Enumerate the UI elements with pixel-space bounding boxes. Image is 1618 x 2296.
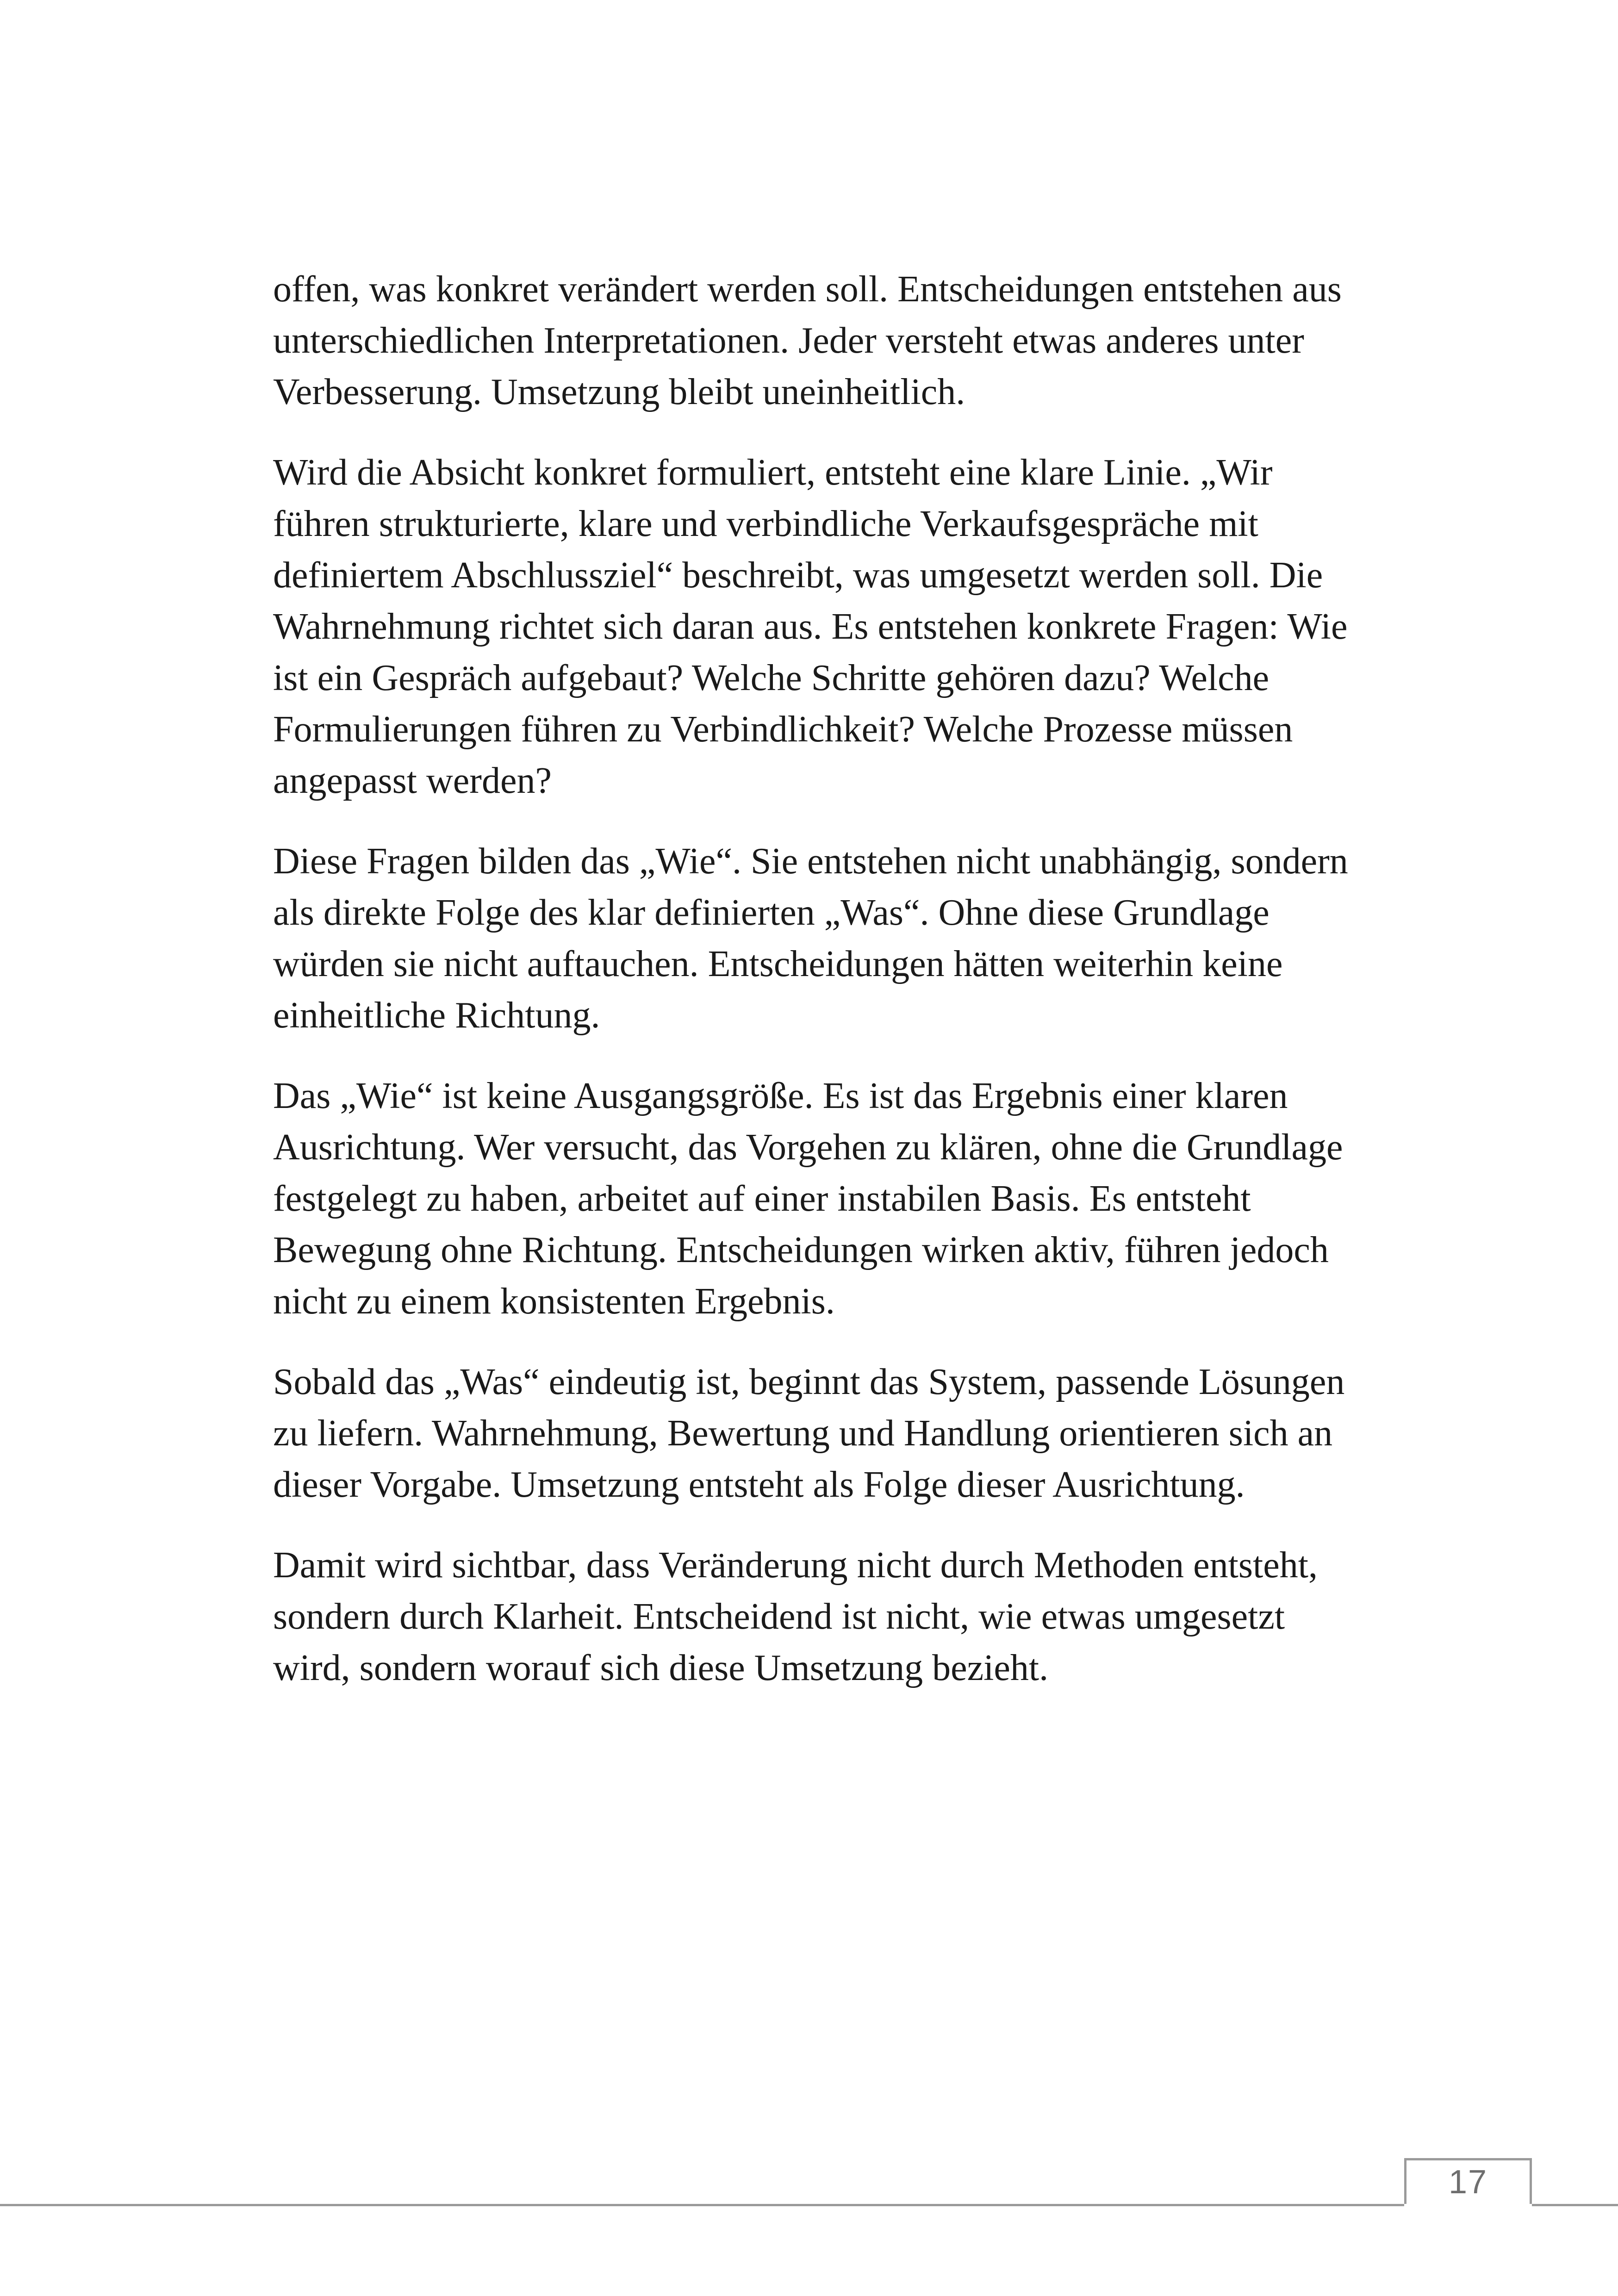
paragraph: Sobald das „Was“ eindeutig ist, beginnt das System, passende Lösungen zu liefern. Wahrnehmung, Bewertung und Handlung orientieren sich an dieser Vorgabe. Umsetzung entsteht als Folge dieser Ausrichtung. — [273, 1362, 1345, 1505]
paragraph: offen, was konkret verändert werden soll. Entscheidungen entstehen aus unterschiedlichen Interpretationen. Jeder versteht etwas anderes unter Verbesserung. Umsetzung bleibt uneinheitlich. — [273, 269, 1342, 412]
footer-rule-right — [1532, 2204, 1618, 2206]
paragraph: Damit wird sichtbar, dass Veränderung nicht durch Methoden entsteht, sondern durch Klarheit. Entscheidend ist nicht, wie etwas umgesetzt wird, sondern worauf sich diese Umsetzung bezieht. — [273, 1545, 1318, 1688]
footer-rule-left — [0, 2204, 1404, 2206]
page-number: 17 — [1448, 2164, 1488, 2201]
body-text — [273, 264, 1356, 1723]
page-number-box — [1404, 2158, 1532, 2204]
paragraph: Wird die Absicht konkret formuliert, entsteht eine klare Linie. „Wir führen strukturierte, klare und verbindliche Verkaufsgespräche mit definiertem Abschlussziel“ beschreibt, was umgesetzt werden soll. Die Wahrnehmung richtet sich daran aus. Es entstehen konkrete Fragen: Wie ist ein Gespräch aufgebaut? Welche Schritte gehören dazu? Welche Formulierungen führen zu Verbindlichkeit? Welche Prozesse müssen angepasst werden? — [273, 452, 1348, 801]
paragraph: Das „Wie“ ist keine Ausgangsgröße. Es ist das Ergebnis einer klaren Ausrichtung. Wer versucht, das Vorgehen zu klären, ohne die Grundlage festgelegt zu haben, arbeitet auf einer instabilen Basis. Es entsteht Bewegung ohne Richtung. Entscheidungen wirken aktiv, führen jedoch nicht zu einem konsistenten Ergebnis. — [273, 1076, 1343, 1322]
paragraph: Diese Fragen bilden das „Wie“. Sie entstehen nicht unabhängig, sondern als direkte Folge des klar definierten „Was“. Ohne diese Grundlage würden sie nicht auftauchen. Entscheidungen hätten weiterhin keine einheitliche Richtung. — [273, 841, 1348, 1036]
